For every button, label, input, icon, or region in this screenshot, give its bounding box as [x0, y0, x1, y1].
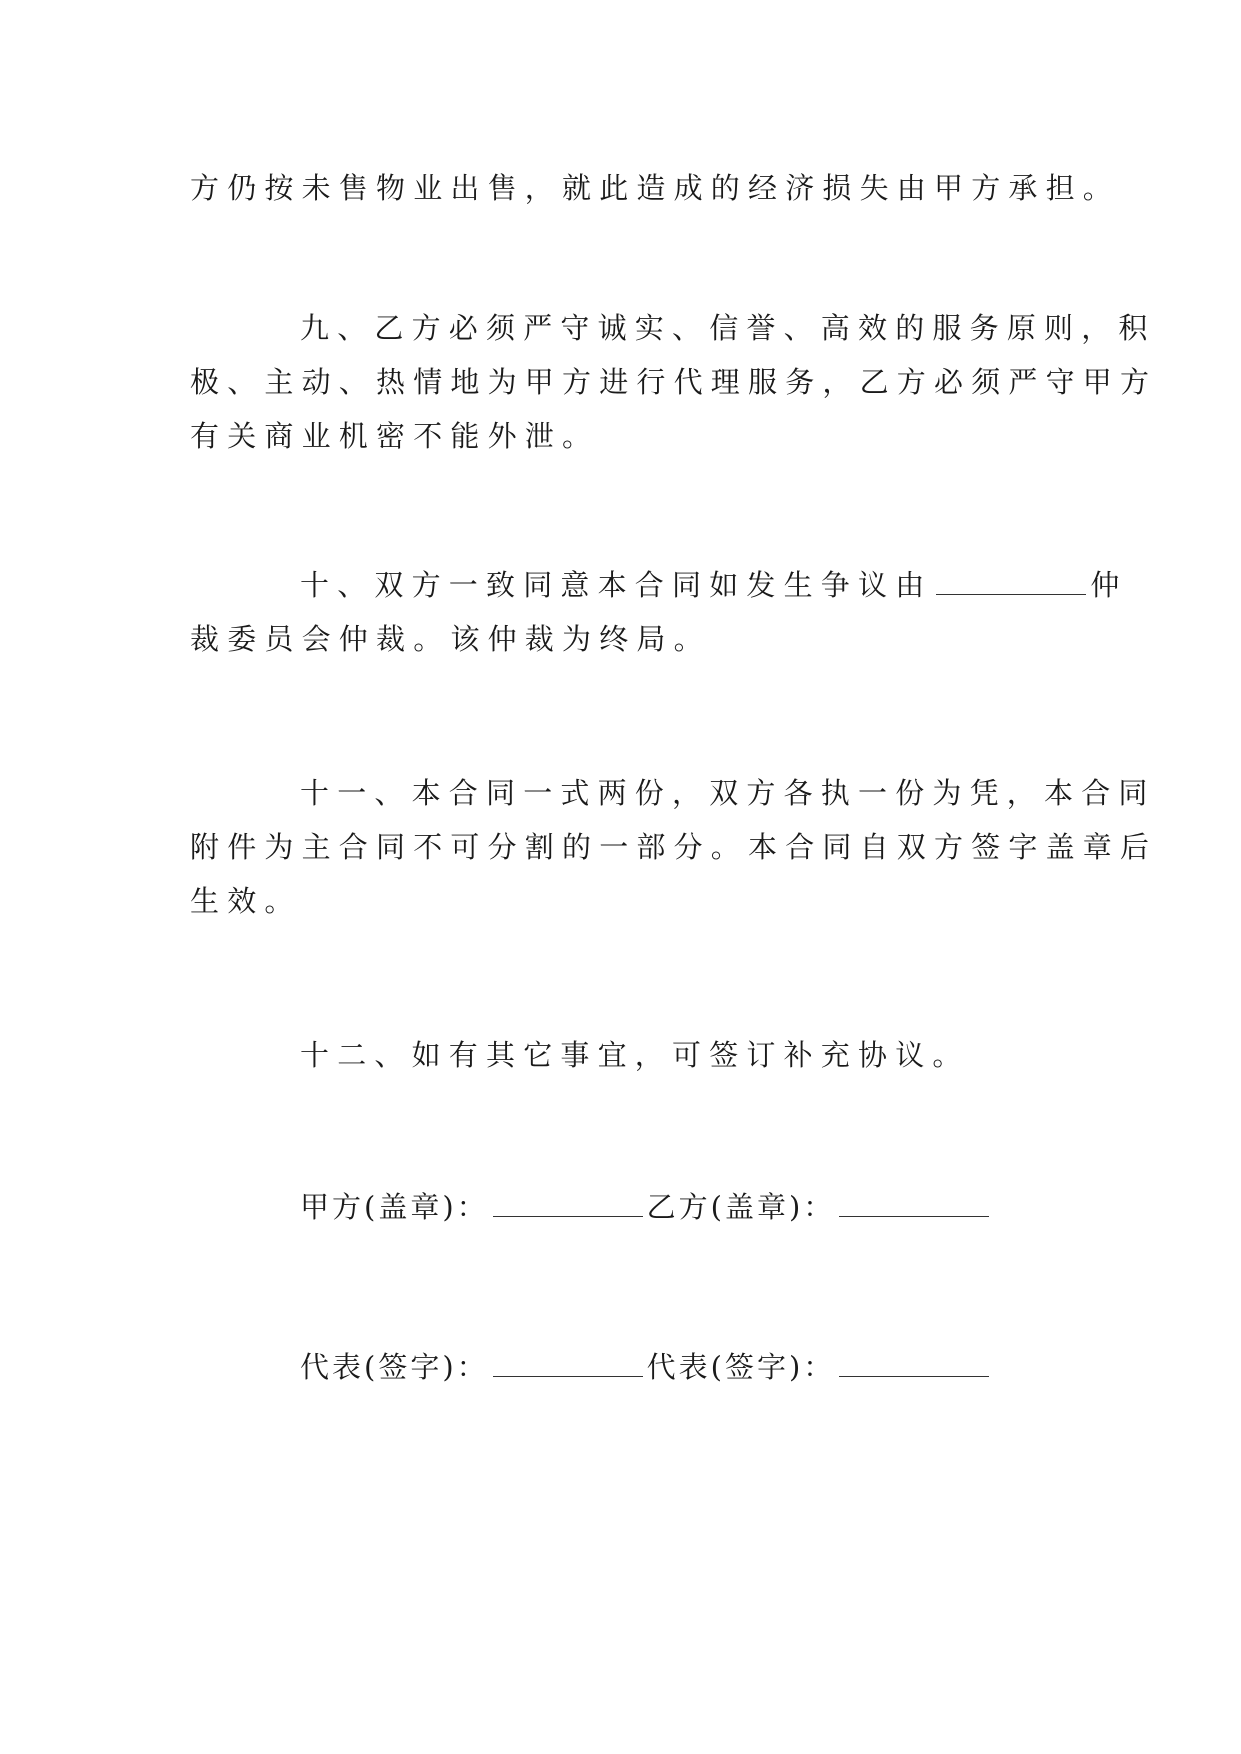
rep-a-sign-blank[interactable] [493, 1354, 643, 1377]
rep-b-sign-blank[interactable] [839, 1354, 989, 1377]
rep-b-sign-label: 代表(签字)： [646, 1350, 836, 1384]
clause-9-line-3: 有关商业机密不能外泄。 [190, 419, 600, 453]
arbitration-blank[interactable] [936, 572, 1086, 595]
seal-line [300, 1187, 993, 1227]
signature-line [300, 1347, 993, 1387]
clause-10-line-2: 裁委员会仲裁。该仲裁为终局。 [190, 622, 711, 656]
clause-10-text-end: 仲 [1090, 568, 1128, 602]
party-a-seal-blank[interactable] [493, 1194, 643, 1217]
clause-11-line-3: 生效。 [190, 884, 302, 918]
rep-a-sign-label: 代表(签字)： [300, 1350, 489, 1384]
clause-10-text: 十、双方一致同意本合同如发生争议由 [300, 568, 933, 602]
clause-9-line-2: 极、主动、热情地为甲方进行代理服务，乙方必须严守甲方 [190, 365, 1158, 399]
clause-11-line-1: 十一、本合同一式两份，双方各执一份为凭，本合同 [300, 776, 1156, 810]
party-a-seal-label: 甲方(盖章)： [300, 1190, 489, 1224]
clause-11-line-2: 附件为主合同不可分割的一部分。本合同自双方签字盖章后 [190, 830, 1158, 864]
party-b-seal-label: 乙方(盖章)： [646, 1190, 836, 1224]
text-line: 方仍按未售物业出售，就此造成的经济损失由甲方承担。 [190, 171, 1121, 205]
clause-10-line-1 [300, 565, 1128, 605]
clause-12-line: 十二、如有其它事宜，可签订补充协议。 [300, 1038, 970, 1072]
clause-9-line-1: 九、乙方必须严守诚实、信誉、高效的服务原则，积 [300, 311, 1156, 345]
party-b-seal-blank[interactable] [839, 1194, 989, 1217]
